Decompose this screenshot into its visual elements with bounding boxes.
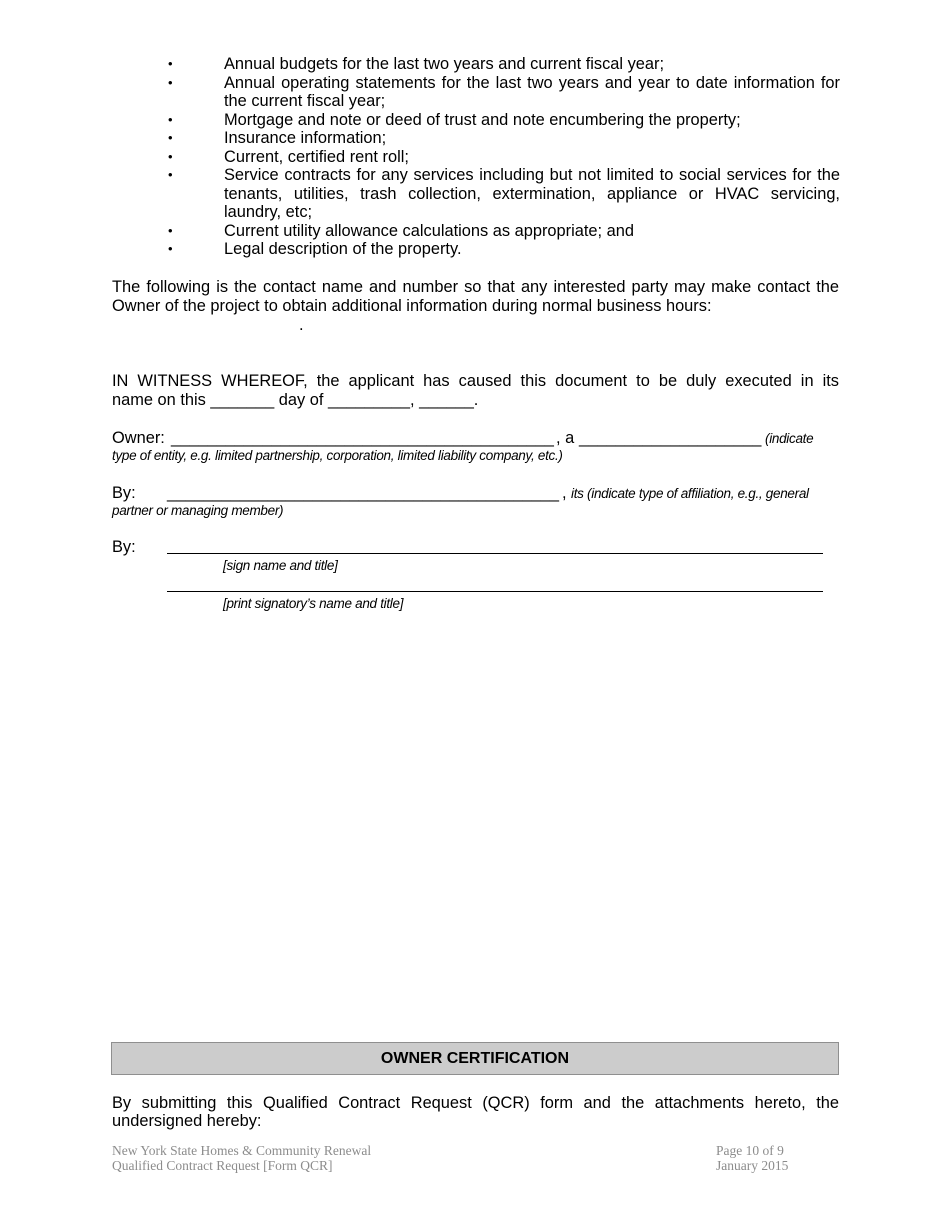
bullet-text: Service contracts for any services including but not limited to social services for the tenants, utilities, trash collection, extermination, appliance or HVAC servicing, laundry, etc; — [224, 166, 840, 221]
owner-name-field[interactable]: __________________________________________ — [171, 429, 554, 447]
bullet-item — [168, 148, 840, 167]
footer-date: January 2015 — [716, 1158, 789, 1173]
bullet-text: Insurance information; — [224, 129, 387, 147]
bullet-text: Current, certified rent roll; — [224, 147, 409, 166]
print-name-line[interactable] — [167, 591, 823, 592]
signature-line[interactable] — [167, 553, 823, 554]
by-hint-rest: partner or managing member) — [112, 503, 284, 518]
bullet-dot-icon: • — [168, 130, 173, 145]
bullet-text: Current utility allowance calculations as appropriate; and — [224, 221, 634, 240]
certification-intro-line-1: By submitting this Qualified Contract Request (QCR) form and the attachments hereto, the — [112, 1094, 839, 1112]
witness-line-1: IN WITNESS WHEREOF, the applicant has caused this document to be duly executed in its — [112, 372, 839, 390]
bullet-item — [168, 129, 840, 148]
bullet-dot-icon: • — [168, 222, 173, 238]
bullet-text: Mortgage and note or deed of trust and note encumbering the property; — [224, 110, 741, 129]
sign-name-hint: [sign name and title] — [223, 558, 338, 573]
bullet-text: Annual operating statements for the last two years and year to date information for the current fiscal year; — [224, 73, 840, 110]
bullet-item — [168, 166, 840, 222]
by-hint-start: its (indicate type of affiliation, e.g., general — [571, 486, 809, 501]
contact-paragraph: The following is the contact name and number so that any interested party may make contact the Owner of the project to obtain additional information during normal business hours: — [112, 278, 839, 315]
owner-hint-rest: type of entity, e.g. limited partnership, corporation, limited liability company, etc.) — [112, 448, 563, 463]
bullet-dot-icon: • — [168, 111, 173, 127]
footer-left — [112, 1143, 371, 1173]
owner-label: Owner: — [112, 429, 165, 447]
footer-form-name: Qualified Contract Request [Form QCR] — [112, 1158, 333, 1173]
by-affiliate-name-field[interactable]: ___________________________________________ — [167, 484, 559, 502]
required-documents-list — [168, 55, 840, 259]
bullet-text: Legal description of the property. — [224, 240, 462, 258]
footer-right — [716, 1143, 788, 1173]
by-label-1: By: — [112, 484, 136, 502]
contact-blank-period: . — [299, 316, 304, 334]
witness-line-2: name on this _______ day of _________, ______. — [112, 391, 479, 409]
bullet-item — [168, 74, 840, 111]
bullet-dot-icon: • — [168, 74, 173, 90]
certification-intro-line-2: undersigned hereby: — [112, 1112, 262, 1130]
bullet-dot-icon: • — [168, 56, 173, 71]
owner-certification-title: OWNER CERTIFICATION — [380, 1049, 570, 1067]
print-name-hint: [print signatory’s name and title] — [223, 596, 404, 611]
footer-agency: New York State Homes & Community Renewal — [112, 1143, 372, 1158]
bullet-dot-icon: • — [168, 241, 173, 256]
bullet-dot-icon: • — [168, 148, 173, 164]
owner-entity-type-field[interactable]: ____________________ — [579, 429, 762, 447]
by-comma: , — [562, 484, 567, 502]
bullet-dot-icon: • — [168, 167, 173, 182]
owner-hint-start: (indicate — [765, 431, 814, 446]
bullet-text: Annual budgets for the last two years and current fiscal year; — [224, 55, 665, 73]
footer-page-number: Page 10 of 9 — [716, 1143, 784, 1158]
bullet-item — [168, 111, 840, 130]
bullet-item — [168, 222, 840, 241]
by-label-2: By: — [112, 538, 136, 556]
bullet-item — [168, 55, 840, 74]
owner-connector: , a — [556, 429, 575, 447]
owner-certification-heading — [111, 1042, 839, 1075]
bullet-item — [168, 240, 840, 259]
